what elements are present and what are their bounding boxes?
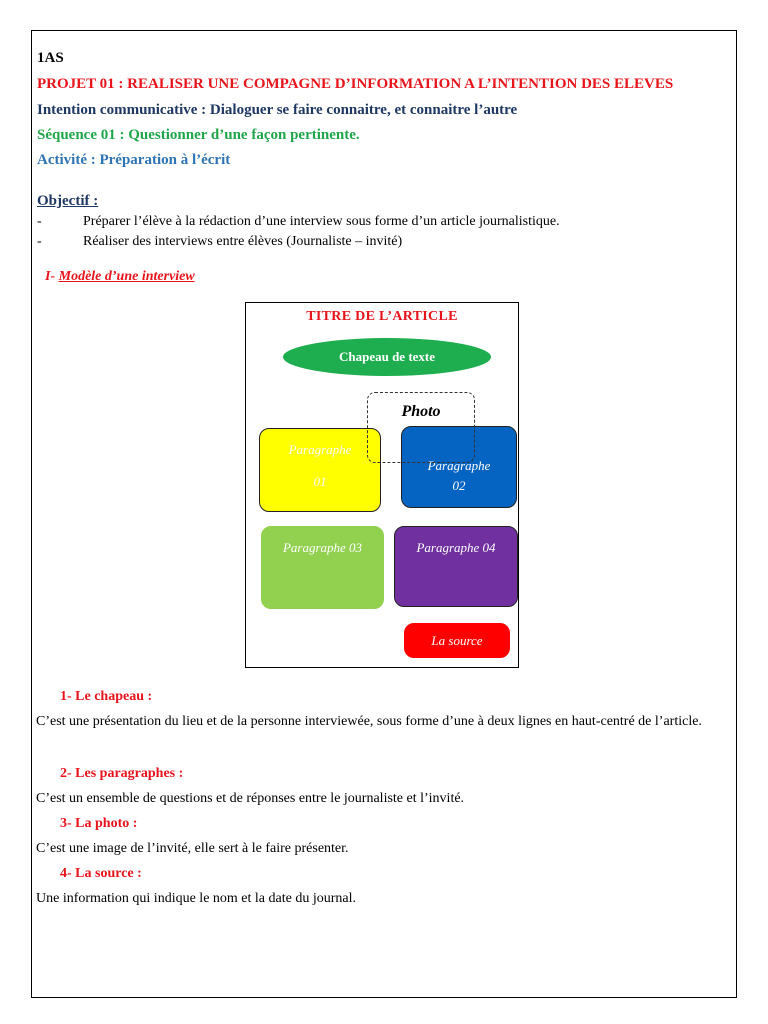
definition-text-paragraphs: C’est un ensemble de questions et de réponses entre le journaliste et l’invité. bbox=[36, 791, 465, 806]
paragraph-01-number: 01 bbox=[313, 474, 327, 489]
paragraph-04-box bbox=[394, 526, 518, 607]
definition-heading-paragraphs: 2- Les paragraphes : bbox=[60, 766, 184, 781]
section-title: Modèle d’une interview bbox=[58, 269, 195, 284]
project-title: PROJET 01 : REALISER UNE COMPAGNE D’INFORMATION A L’INTENTION DES ELEVES bbox=[37, 76, 674, 92]
source-box: La source bbox=[404, 623, 510, 658]
interview-model-diagram bbox=[245, 302, 519, 668]
objective-heading: Objectif : bbox=[37, 193, 99, 209]
paragraph-01-label: Paragraphe bbox=[288, 442, 352, 457]
paragraph-02-label: Paragraphe bbox=[427, 458, 491, 473]
activity-title: Activité : Préparation à l’écrit bbox=[37, 152, 231, 168]
bullet-dash: - bbox=[37, 234, 42, 249]
definition-heading-source: 4- La source : bbox=[60, 866, 142, 881]
bullet-dash: - bbox=[37, 214, 42, 229]
objective-text: Réaliser des interviews entre élèves (Journaliste – invité) bbox=[83, 234, 403, 249]
article-title-label: TITRE DE L’ARTICLE bbox=[306, 309, 458, 324]
chapeau-ellipse: Chapeau de texte bbox=[283, 338, 491, 376]
definition-heading-photo: 3- La photo : bbox=[60, 816, 138, 831]
level-label: 1AS bbox=[37, 50, 64, 66]
objective-text: Préparer l’élève à la rédaction d’une interview sous forme d’un article journalistique. bbox=[83, 214, 560, 229]
paragraph-04-label: Paragraphe 04 bbox=[416, 540, 496, 555]
paragraph-03-label: Paragraphe 03 bbox=[282, 540, 363, 555]
paragraph-01-box bbox=[259, 428, 381, 512]
section-number: I- bbox=[45, 269, 56, 284]
paragraph-03-box bbox=[261, 526, 384, 609]
photo-label: Photo bbox=[401, 403, 441, 420]
photo-placeholder bbox=[367, 392, 475, 463]
communicative-intention: Intention communicative : Dialoguer se faire connaitre, et connaitre l’autre bbox=[37, 102, 518, 118]
definition-heading-chapeau: 1- Le chapeau : bbox=[60, 689, 153, 704]
paragraph-02-number: 02 bbox=[452, 478, 466, 493]
definition-text-source: Une information qui indique le nom et la date du journal. bbox=[36, 891, 356, 906]
definition-text-photo: C’est une image de l’invité, elle sert à le faire présenter. bbox=[36, 841, 349, 856]
sequence-title: Séquence 01 : Questionner d’une façon pertinente. bbox=[37, 127, 360, 143]
section-heading bbox=[45, 269, 195, 285]
definition-text-chapeau: C’est une présentation du lieu et de la personne interviewée, sous forme d’une à deux lignes en haut-centré de l’article. bbox=[36, 714, 702, 729]
